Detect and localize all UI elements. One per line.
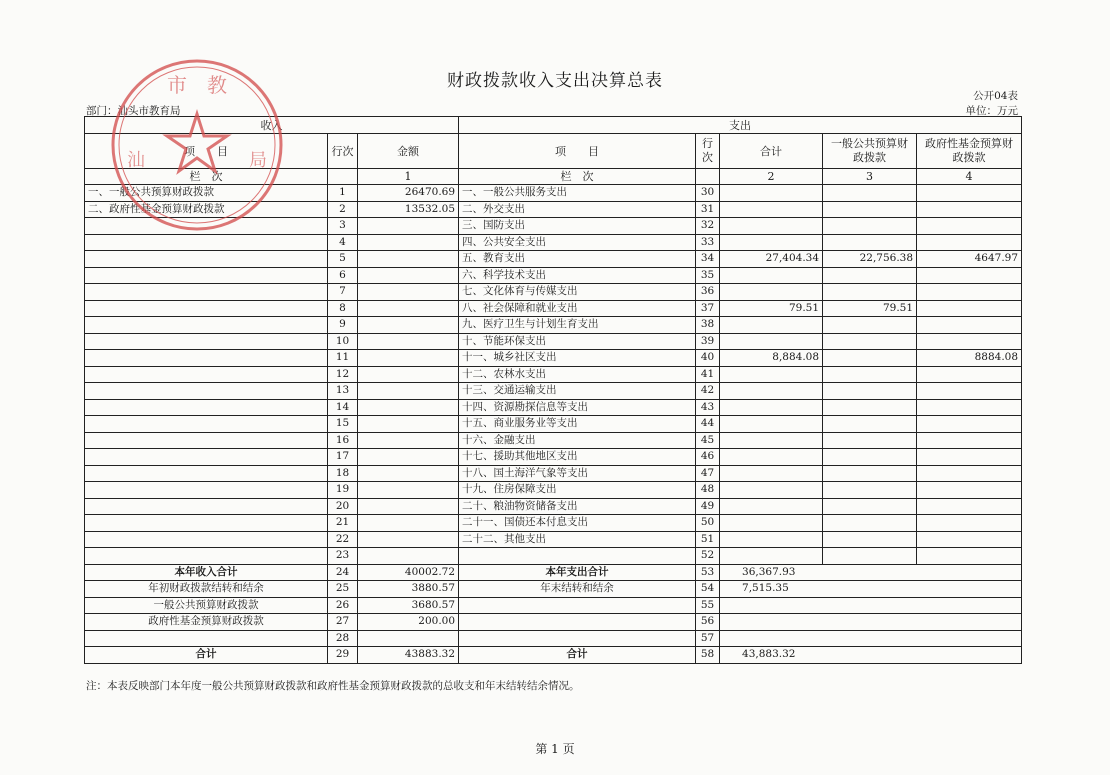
income-item bbox=[85, 515, 328, 532]
expense-item: 十四、资源勘探信息等支出 bbox=[459, 399, 696, 416]
income-row-no: 19 bbox=[328, 482, 358, 499]
summary-income-item: 年初财政拨款结转和结余 bbox=[85, 581, 328, 598]
table-row bbox=[85, 201, 1022, 218]
table-row bbox=[85, 251, 1022, 268]
expense-fund bbox=[917, 267, 1022, 284]
expense-row-no: 43 bbox=[696, 399, 720, 416]
expense-fund bbox=[917, 482, 1022, 499]
table-row bbox=[85, 218, 1022, 235]
income-row-no: 3 bbox=[328, 218, 358, 235]
table-row bbox=[85, 432, 1022, 449]
summary-row bbox=[85, 614, 1022, 631]
svg-text:局: 局 bbox=[249, 150, 267, 171]
income-row-no: 1 bbox=[328, 185, 358, 202]
expense-item: 十一、城乡社区支出 bbox=[459, 350, 696, 367]
expense-header: 支出 bbox=[459, 117, 1022, 134]
income-row-no: 18 bbox=[328, 465, 358, 482]
expense-general bbox=[823, 399, 917, 416]
department-label: 部门：汕头市教育局 bbox=[86, 105, 181, 117]
expense-fund bbox=[917, 300, 1022, 317]
income-amount bbox=[358, 267, 459, 284]
income-row-no: 16 bbox=[328, 432, 358, 449]
expense-general bbox=[823, 432, 917, 449]
expense-fund: 4647.97 bbox=[917, 251, 1022, 268]
summary-expense-item: 年末结转和结余 bbox=[459, 581, 696, 598]
summary-expense-item bbox=[459, 597, 696, 614]
column-number: 1 bbox=[358, 169, 459, 185]
summary-expense-item bbox=[459, 630, 696, 647]
income-amount-header: 金额 bbox=[358, 134, 459, 169]
summary-expense-item: 合计 bbox=[459, 647, 696, 664]
income-item bbox=[85, 300, 328, 317]
expense-general bbox=[823, 218, 917, 235]
expense-fund bbox=[917, 465, 1022, 482]
income-item bbox=[85, 333, 328, 350]
expense-fund bbox=[917, 416, 1022, 433]
income-amount bbox=[358, 416, 459, 433]
income-row-no: 22 bbox=[328, 531, 358, 548]
summary-income-item: 政府性基金预算财政拨款 bbox=[85, 614, 328, 631]
income-amount bbox=[358, 399, 459, 416]
expense-item: 六、科学技术支出 bbox=[459, 267, 696, 284]
income-item bbox=[85, 267, 328, 284]
expense-row-no: 49 bbox=[696, 498, 720, 515]
table-row bbox=[85, 185, 1022, 202]
income-amount bbox=[358, 317, 459, 334]
expense-total: 79.51 bbox=[720, 300, 823, 317]
table-row bbox=[85, 531, 1022, 548]
income-amount bbox=[358, 300, 459, 317]
expense-general: 22,756.38 bbox=[823, 251, 917, 268]
income-amount bbox=[358, 515, 459, 532]
expense-item: 十五、商业服务业等支出 bbox=[459, 416, 696, 433]
income-item bbox=[85, 251, 328, 268]
income-item bbox=[85, 482, 328, 499]
table-row bbox=[85, 416, 1022, 433]
expense-item: 五、教育支出 bbox=[459, 251, 696, 268]
expense-general bbox=[823, 449, 917, 466]
income-row-no: 21 bbox=[328, 515, 358, 532]
expense-item: 二十、粮油物资储备支出 bbox=[459, 498, 696, 515]
income-item bbox=[85, 416, 328, 433]
expense-total bbox=[720, 498, 823, 515]
summary-row bbox=[85, 564, 1022, 581]
income-header: 收入 bbox=[85, 117, 459, 134]
svg-text:市 教: 市 教 bbox=[167, 73, 227, 97]
income-column-label: 栏 次 bbox=[85, 169, 328, 185]
expense-row-no: 31 bbox=[696, 201, 720, 218]
expense-fund bbox=[917, 383, 1022, 400]
summary-income-row-no: 27 bbox=[328, 614, 358, 631]
expense-row-no-header: 行次 bbox=[696, 134, 720, 169]
expense-row-no: 39 bbox=[696, 333, 720, 350]
expense-fund bbox=[917, 218, 1022, 235]
expense-item: 一、一般公共服务支出 bbox=[459, 185, 696, 202]
expense-general: 79.51 bbox=[823, 300, 917, 317]
summary-income-amount: 3680.57 bbox=[358, 597, 459, 614]
income-row-no: 6 bbox=[328, 267, 358, 284]
summary-expense-total bbox=[720, 630, 1022, 647]
table-row bbox=[85, 465, 1022, 482]
expense-item: 十九、住房保障支出 bbox=[459, 482, 696, 499]
income-amount bbox=[358, 383, 459, 400]
expense-general bbox=[823, 234, 917, 251]
table-row bbox=[85, 482, 1022, 499]
summary-expense-row-no: 54 bbox=[696, 581, 720, 598]
summary-income-item: 本年收入合计 bbox=[85, 564, 328, 581]
summary-expense-item: 本年支出合计 bbox=[459, 564, 696, 581]
table-row bbox=[85, 399, 1022, 416]
summary-income-item bbox=[85, 630, 328, 647]
expense-total bbox=[720, 449, 823, 466]
form-number: 公开04表 bbox=[973, 90, 1018, 102]
expense-general bbox=[823, 416, 917, 433]
income-row-no: 17 bbox=[328, 449, 358, 466]
income-row-no: 23 bbox=[328, 548, 358, 565]
summary-income-item: 一般公共预算财政拨款 bbox=[85, 597, 328, 614]
expense-general bbox=[823, 284, 917, 301]
expense-item: 十、节能环保支出 bbox=[459, 333, 696, 350]
table-row bbox=[85, 350, 1022, 367]
income-item bbox=[85, 350, 328, 367]
expense-total bbox=[720, 465, 823, 482]
expense-total bbox=[720, 317, 823, 334]
footnote: 注：本表反映部门本年度一般公共预算财政拨款和政府性基金预算财政拨款的总收支和年末结转结余情况。 bbox=[86, 680, 580, 692]
summary-income-amount: 40002.72 bbox=[358, 564, 459, 581]
expense-total bbox=[720, 548, 823, 565]
income-row-no: 11 bbox=[328, 350, 358, 367]
income-row-no: 4 bbox=[328, 234, 358, 251]
expense-fund bbox=[917, 234, 1022, 251]
income-item bbox=[85, 498, 328, 515]
summary-income-row-no: 29 bbox=[328, 647, 358, 664]
expense-item: 八、社会保障和就业支出 bbox=[459, 300, 696, 317]
expense-general bbox=[823, 548, 917, 565]
income-row-no: 20 bbox=[328, 498, 358, 515]
income-row-no: 5 bbox=[328, 251, 358, 268]
summary-expense-total bbox=[720, 597, 1022, 614]
unit-label: 单位：万元 bbox=[965, 105, 1018, 117]
expense-total bbox=[720, 201, 823, 218]
summary-income-amount: 3880.57 bbox=[358, 581, 459, 598]
summary-expense-row-no: 56 bbox=[696, 614, 720, 631]
expense-general bbox=[823, 201, 917, 218]
summary-row bbox=[85, 597, 1022, 614]
income-amount bbox=[358, 284, 459, 301]
expense-item: 二十二、其他支出 bbox=[459, 531, 696, 548]
expense-row-no: 51 bbox=[696, 531, 720, 548]
summary-income-row-no: 28 bbox=[328, 630, 358, 647]
summary-expense-total: 7,515.35 bbox=[720, 581, 1022, 598]
income-amount bbox=[358, 548, 459, 565]
expense-fund bbox=[917, 284, 1022, 301]
income-amount bbox=[358, 333, 459, 350]
income-row-no: 12 bbox=[328, 366, 358, 383]
income-item bbox=[85, 531, 328, 548]
expense-total bbox=[720, 333, 823, 350]
summary-expense-row-no: 57 bbox=[696, 630, 720, 647]
income-item: 一、一般公共预算财政拨款 bbox=[85, 185, 328, 202]
income-item bbox=[85, 399, 328, 416]
expense-general bbox=[823, 317, 917, 334]
table-row bbox=[85, 515, 1022, 532]
income-amount bbox=[358, 482, 459, 499]
income-row-no: 7 bbox=[328, 284, 358, 301]
expense-total: 27,404.34 bbox=[720, 251, 823, 268]
summary-expense-row-no: 58 bbox=[696, 647, 720, 664]
page-title: 财政拨款收入支出决算总表 bbox=[447, 71, 663, 91]
expense-fund bbox=[917, 449, 1022, 466]
expense-row-no: 34 bbox=[696, 251, 720, 268]
expense-total bbox=[720, 399, 823, 416]
table-row bbox=[85, 267, 1022, 284]
expense-fund bbox=[917, 432, 1022, 449]
expense-item: 二十一、国债还本付息支出 bbox=[459, 515, 696, 532]
table-row bbox=[85, 498, 1022, 515]
income-amount bbox=[358, 234, 459, 251]
expense-item bbox=[459, 548, 696, 565]
general-budget-header: 一般公共预算财政拨款 bbox=[823, 134, 917, 169]
summary-expense-total bbox=[720, 614, 1022, 631]
expense-general bbox=[823, 366, 917, 383]
expense-item: 二、外交支出 bbox=[459, 201, 696, 218]
table-row bbox=[85, 333, 1022, 350]
income-item bbox=[85, 465, 328, 482]
expense-general bbox=[823, 498, 917, 515]
expense-item: 三、国防支出 bbox=[459, 218, 696, 235]
expense-general bbox=[823, 383, 917, 400]
income-row-no-header: 行次 bbox=[328, 134, 358, 169]
expense-fund bbox=[917, 333, 1022, 350]
expense-item: 十八、国土海洋气象等支出 bbox=[459, 465, 696, 482]
expense-row-no: 44 bbox=[696, 416, 720, 433]
expense-item-header: 项 目 bbox=[459, 134, 696, 169]
summary-income-row-no: 26 bbox=[328, 597, 358, 614]
expense-fund bbox=[917, 201, 1022, 218]
expense-item: 四、公共安全支出 bbox=[459, 234, 696, 251]
expense-total bbox=[720, 416, 823, 433]
income-item bbox=[85, 366, 328, 383]
summary-row bbox=[85, 630, 1022, 647]
expense-row-no: 45 bbox=[696, 432, 720, 449]
expense-item: 九、医疗卫生与计划生育支出 bbox=[459, 317, 696, 334]
table-row bbox=[85, 449, 1022, 466]
income-row-no: 8 bbox=[328, 300, 358, 317]
income-row-no: 9 bbox=[328, 317, 358, 334]
summary-income-item: 合计 bbox=[85, 647, 328, 664]
fund-budget-header: 政府性基金预算财政拨款 bbox=[917, 134, 1022, 169]
income-row-no: 10 bbox=[328, 333, 358, 350]
expense-fund bbox=[917, 548, 1022, 565]
income-amount bbox=[358, 498, 459, 515]
svg-text:汕: 汕 bbox=[127, 150, 145, 171]
expense-total bbox=[720, 284, 823, 301]
income-amount bbox=[358, 531, 459, 548]
budget-table bbox=[84, 116, 1022, 664]
summary-income-amount bbox=[358, 630, 459, 647]
income-item: 二、政府性基金预算财政拨款 bbox=[85, 201, 328, 218]
expense-row-no: 41 bbox=[696, 366, 720, 383]
expense-total bbox=[720, 432, 823, 449]
expense-total bbox=[720, 531, 823, 548]
page-number: 第 1 页 bbox=[535, 742, 575, 756]
expense-row-no: 37 bbox=[696, 300, 720, 317]
income-row-no: 13 bbox=[328, 383, 358, 400]
income-amount bbox=[358, 465, 459, 482]
expense-fund bbox=[917, 317, 1022, 334]
table-row bbox=[85, 234, 1022, 251]
expense-row-no: 52 bbox=[696, 548, 720, 565]
expense-item: 十七、援助其他地区支出 bbox=[459, 449, 696, 466]
expense-fund bbox=[917, 515, 1022, 532]
summary-expense-total: 43,883.32 bbox=[720, 647, 1022, 664]
column-number: 4 bbox=[917, 169, 1022, 185]
income-amount bbox=[358, 366, 459, 383]
expense-fund: 8884.08 bbox=[917, 350, 1022, 367]
expense-row-no: 33 bbox=[696, 234, 720, 251]
expense-total bbox=[720, 234, 823, 251]
expense-total bbox=[720, 482, 823, 499]
income-amount bbox=[358, 218, 459, 235]
table-row bbox=[85, 284, 1022, 301]
expense-column-label: 栏 次 bbox=[459, 169, 696, 185]
expense-general bbox=[823, 515, 917, 532]
income-item bbox=[85, 383, 328, 400]
expense-row-no: 40 bbox=[696, 350, 720, 367]
expense-item: 十三、交通运输支出 bbox=[459, 383, 696, 400]
expense-total bbox=[720, 267, 823, 284]
income-item bbox=[85, 218, 328, 235]
income-row-no: 14 bbox=[328, 399, 358, 416]
income-amount bbox=[358, 449, 459, 466]
expense-general bbox=[823, 350, 917, 367]
income-amount: 26470.69 bbox=[358, 185, 459, 202]
summary-income-row-no: 25 bbox=[328, 581, 358, 598]
expense-row-no: 48 bbox=[696, 482, 720, 499]
expense-row-no: 47 bbox=[696, 465, 720, 482]
expense-row-no: 50 bbox=[696, 515, 720, 532]
expense-row-no: 38 bbox=[696, 317, 720, 334]
income-amount bbox=[358, 350, 459, 367]
expense-general bbox=[823, 333, 917, 350]
summary-expense-row-no: 55 bbox=[696, 597, 720, 614]
summary-income-amount: 43883.32 bbox=[358, 647, 459, 664]
column-number: 2 bbox=[720, 169, 823, 185]
summary-income-amount: 200.00 bbox=[358, 614, 459, 631]
expense-item: 十六、金融支出 bbox=[459, 432, 696, 449]
expense-row-no: 35 bbox=[696, 267, 720, 284]
expense-total bbox=[720, 185, 823, 202]
table-row bbox=[85, 300, 1022, 317]
summary-row bbox=[85, 581, 1022, 598]
expense-row-no: 36 bbox=[696, 284, 720, 301]
expense-total: 8,884.08 bbox=[720, 350, 823, 367]
income-row-no: 2 bbox=[328, 201, 358, 218]
table-row bbox=[85, 317, 1022, 334]
expense-fund bbox=[917, 185, 1022, 202]
expense-item: 十二、农林水支出 bbox=[459, 366, 696, 383]
column-number: 3 bbox=[823, 169, 917, 185]
expense-row-no: 30 bbox=[696, 185, 720, 202]
expense-total bbox=[720, 383, 823, 400]
income-item bbox=[85, 284, 328, 301]
summary-expense-row-no: 53 bbox=[696, 564, 720, 581]
expense-fund bbox=[917, 498, 1022, 515]
income-item-header: 项 目 bbox=[85, 134, 328, 169]
expense-row-no: 32 bbox=[696, 218, 720, 235]
expense-general bbox=[823, 267, 917, 284]
expense-total bbox=[720, 218, 823, 235]
expense-fund bbox=[917, 531, 1022, 548]
summary-income-row-no: 24 bbox=[328, 564, 358, 581]
income-item bbox=[85, 317, 328, 334]
income-amount: 13532.05 bbox=[358, 201, 459, 218]
expense-fund bbox=[917, 366, 1022, 383]
expense-fund bbox=[917, 399, 1022, 416]
income-item bbox=[85, 548, 328, 565]
income-amount bbox=[358, 251, 459, 268]
income-item bbox=[85, 449, 328, 466]
income-amount bbox=[358, 432, 459, 449]
expense-general bbox=[823, 482, 917, 499]
expense-item: 七、文化体育与传媒支出 bbox=[459, 284, 696, 301]
expense-row-no: 42 bbox=[696, 383, 720, 400]
expense-total bbox=[720, 515, 823, 532]
summary-expense-item bbox=[459, 614, 696, 631]
income-item bbox=[85, 432, 328, 449]
summary-expense-total: 36,367.93 bbox=[720, 564, 1022, 581]
expense-row-no: 46 bbox=[696, 449, 720, 466]
expense-general bbox=[823, 185, 917, 202]
table-row bbox=[85, 548, 1022, 565]
income-row-no: 15 bbox=[328, 416, 358, 433]
table-row bbox=[85, 383, 1022, 400]
expense-general bbox=[823, 531, 917, 548]
total-header: 合计 bbox=[720, 134, 823, 169]
table-row bbox=[85, 366, 1022, 383]
expense-general bbox=[823, 465, 917, 482]
expense-total bbox=[720, 366, 823, 383]
summary-row bbox=[85, 647, 1022, 664]
income-item bbox=[85, 234, 328, 251]
